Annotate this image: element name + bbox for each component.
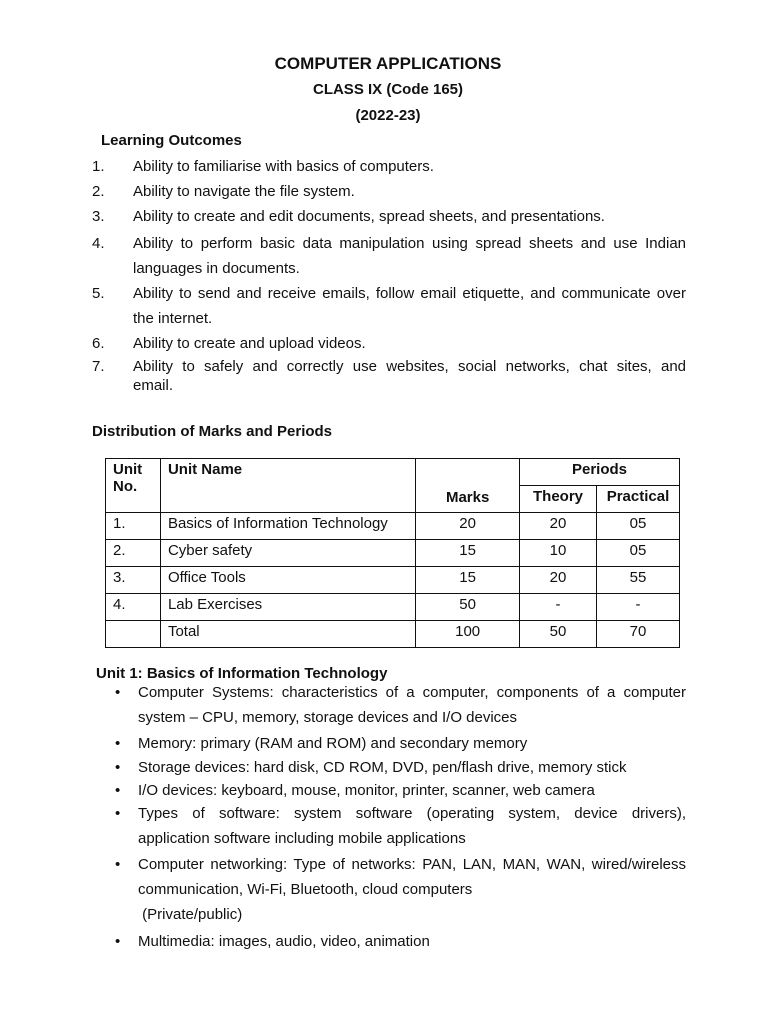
cell-theory: 20 [520,513,597,540]
cell-practical: 05 [596,540,679,567]
cell-unit-no: 1. [106,513,161,540]
cell-marks: 20 [416,513,520,540]
cell-practical: 05 [596,513,679,540]
header-theory: Theory [520,486,597,513]
list-text-line: Ability to send and receive emails, follow email etiquette, and communicate over [133,285,686,302]
marks-distribution-table [105,458,680,648]
list-text: Ability to create and edit documents, spread sheets, and presentations. [133,208,605,225]
list-text-line: languages in documents. [133,260,300,277]
list-number: 2. [92,183,105,200]
list-number: 6. [92,335,105,352]
cell-theory: 50 [520,621,597,648]
cell-theory: - [520,594,597,621]
unit1-heading: Unit 1: Basics of Information Technology [96,665,388,682]
table-row [106,540,680,567]
bullet-icon: • [115,805,121,822]
cell-unit-name: Cyber safety [160,540,415,567]
cell-marks: 50 [416,594,520,621]
cell-marks: 15 [416,567,520,594]
cell-practical: 55 [596,567,679,594]
cell-unit-no [106,621,161,648]
cell-unit-no: 4. [106,594,161,621]
list-text: Ability to navigate the file system. [133,183,355,200]
academic-year: (2022-23) [355,107,421,124]
list-text-line: Ability to safely and correctly use websites, social networks, chat sites, and [133,358,686,375]
cell-unit-name: Total [160,621,415,648]
bullet-icon: • [115,933,121,950]
header-unit-no: Unit No. [106,459,161,513]
list-text-line: system – CPU, memory, storage devices and I/O devices [138,709,518,726]
cell-unit-name: Lab Exercises [160,594,415,621]
cell-theory: 20 [520,567,597,594]
cell-unit-name: Office Tools [160,567,415,594]
list-text-line: the internet. [133,310,213,327]
list-number: 1. [92,158,105,175]
header-practical: Practical [596,486,679,513]
list-text-line: communication, Wi-Fi, Bluetooth, cloud computers [138,881,473,898]
list-text: Multimedia: images, audio, video, animation [138,933,430,950]
cell-practical: 70 [596,621,679,648]
cell-unit-no: 2. [106,540,161,567]
cell-marks: 15 [416,540,520,567]
list-text-line: Types of software: system software (operating system, device drivers), [138,805,686,822]
bullet-icon: • [115,759,121,776]
table-row [106,513,680,540]
class-code: CLASS IX (Code 165) [312,81,464,98]
list-text: Ability to familiarise with basics of computers. [133,158,434,175]
list-text-line: (Private/public) [138,906,243,923]
list-number: 3. [92,208,105,225]
bullet-icon: • [115,735,121,752]
header-periods: Periods [520,459,680,486]
table-row-total [106,621,680,648]
list-text: Memory: primary (RAM and ROM) and secondary memory [138,735,528,752]
list-number: 4. [92,235,105,252]
page-title: COMPUTER APPLICATIONS [274,54,502,73]
list-text-line: Computer Systems: characteristics of a computer, components of a computer [138,684,686,701]
cell-practical: - [596,594,679,621]
list-text-line: Ability to perform basic data manipulation using spread sheets and use Indian [133,235,686,252]
list-text: I/O devices: keyboard, mouse, monitor, printer, scanner, web camera [138,782,595,799]
header-unit-name: Unit Name [160,459,415,513]
table-row [106,594,680,621]
learning-outcomes-heading: Learning Outcomes [101,132,242,149]
distribution-heading: Distribution of Marks and Periods [92,423,333,440]
list-number: 7. [92,358,105,375]
header-marks: Marks [416,459,520,513]
list-text: Storage devices: hard disk, CD ROM, DVD, pen/flash drive, memory stick [138,759,627,776]
list-text-line: Computer networking: Type of networks: PAN, LAN, MAN, WAN, wired/wireless [138,856,686,873]
bullet-icon: • [115,856,121,873]
cell-unit-name: Basics of Information Technology [160,513,415,540]
bullet-icon: • [115,782,121,799]
list-number: 5. [92,285,105,302]
cell-marks: 100 [416,621,520,648]
cell-unit-no: 3. [106,567,161,594]
cell-theory: 10 [520,540,597,567]
table-header-row [106,459,680,486]
list-text-line: email. [133,377,174,394]
table-row [106,567,680,594]
list-text-line: application software including mobile applications [138,830,466,847]
list-text: Ability to create and upload videos. [133,335,366,352]
bullet-icon: • [115,684,121,701]
